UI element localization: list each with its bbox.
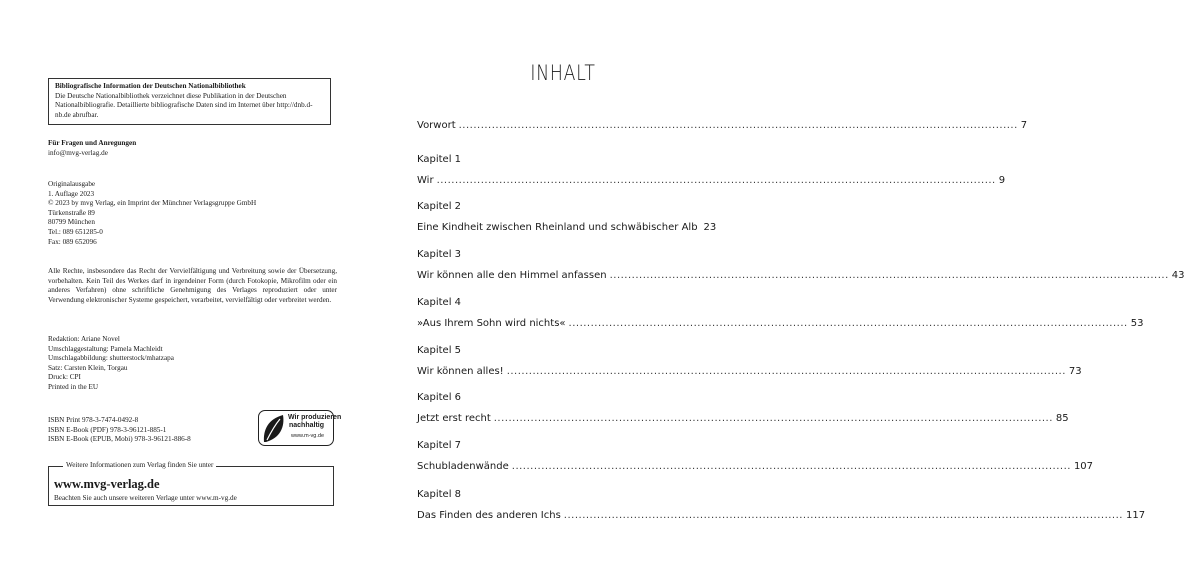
toc-entry-chapter-8[interactable] [417,489,1146,522]
edition-line: 80799 München [48,218,95,227]
toc-chapter-label: Kapitel 5 [417,345,462,356]
toc-page-number: 9 [998,175,1006,186]
toc-leader-dots [437,175,996,187]
toc-entry-chapter-5[interactable] [417,345,1082,378]
toc-entry-chapter-3[interactable] [417,249,1185,282]
credits-block [48,335,338,393]
toc-entry-chapter-6[interactable] [417,392,1069,425]
toc-chapter-label: Kapitel 2 [417,201,462,212]
isbn-block [48,416,248,445]
toc-page-number: 85 [1055,413,1069,424]
credit-line: Druck: CPI [48,373,81,382]
toc-entry-title: Das Finden des anderen Ichs [417,510,561,521]
toc-entry-title: Wir [417,175,434,186]
toc-chapter-label: Kapitel 3 [417,249,462,260]
toc-page-number: 23 [703,222,717,233]
bibliographic-info-title: Bibliografische Information der Deutschen Nationalbibliothek [55,82,246,90]
imprint-page [0,0,375,583]
toc-leader-dots [494,413,1053,425]
badge-url: www.m-vg.de [291,433,325,439]
toc-page-number: 43 [1171,270,1185,281]
toc-entry-title: Wir können alles! [417,366,504,377]
toc-entry-foreword[interactable] [417,120,1028,132]
toc-page-number: 107 [1073,461,1094,472]
leaf-icon [261,412,287,445]
toc-entry-chapter-1[interactable] [417,154,1006,187]
contact-heading: Für Fragen und Anregungen [48,139,137,147]
contact-email[interactable]: info@mvg-verlag.de [48,148,108,157]
publisher-intro: Weitere Informationen zum Verlag finden Sie unter [63,461,216,471]
toc-page-number: 117 [1125,510,1146,521]
credit-line: Redaktion: Ariane Novel [48,335,120,343]
edition-line: 1. Auflage 2023 [48,189,95,198]
toc-chapter-label: Kapitel 1 [417,154,462,165]
edition-block [48,180,338,247]
rights-notice: Alle Rechte, insbesondere das Recht der Vervielfältigung und Verbreitung sowie der Übersetzung, vorbehalten. Kein Teil des Werkes darf in irgendeiner Form (durch Fotokopie, Mikrofilm oder ein anderes Verfahren) ohne schriftliche Genehmigung des Verlages reproduziert oder unter Verwendung elektronischer Systeme gespeichert, verarbeitet, vervielfältigt oder verbreitet werden. [48,267,337,304]
badge-line-2: nachhaltig [289,422,325,429]
badge-line-1: Wir produzieren [288,414,342,421]
credit-line: Umschlagabbildung: shutterstock/mhatzapa [48,354,174,363]
toc-entry-chapter-2[interactable] [417,201,717,234]
toc-entry-chapter-7[interactable] [417,440,1094,473]
toc-leader-dots [512,461,1071,473]
sustainability-badge [258,410,342,446]
credit-line: Printed in the EU [48,382,99,391]
toc-page-number: 7 [1020,120,1028,131]
edition-line: © 2023 by mvg Verlag, ein Imprint der Münchner Verlagsgruppe GmbH [48,199,257,208]
publisher-url[interactable]: www.mvg-verlag.de [54,477,160,491]
toc-entry-title: Jetzt erst recht [417,413,491,424]
toc-page-number: 73 [1068,366,1082,377]
toc-chapter-label: Kapitel 4 [417,297,462,308]
toc-leader-dots [507,366,1066,378]
toc-entry-title: Vorwort [417,120,456,131]
toc-leader-dots [569,318,1128,330]
toc-chapter-label: Kapitel 6 [417,392,462,403]
contents-title: INHALT [530,61,596,85]
edition-line: Originalausgabe [48,180,96,188]
toc-leader-dots [564,510,1123,522]
bibliographic-info-box [48,78,331,125]
contents-page [375,0,1185,583]
toc-leader-dots [459,120,1018,132]
toc-entry-chapter-4[interactable] [417,297,1144,330]
toc-entry-title: Eine Kindheit zwischen Rheinland und schwäbischer Alb [417,222,698,233]
edition-line: Tel.: 089 651285-0 [48,227,103,236]
credit-line: Umschlaggestaltung: Pamela Machleidt [48,344,163,353]
toc-page-number: 53 [1130,318,1144,329]
toc-entry-title: Wir können alle den Himmel anfassen [417,270,607,281]
toc-chapter-label: Kapitel 7 [417,440,462,451]
edition-line: Fax: 089 652096 [48,237,97,246]
toc-chapter-label: Kapitel 8 [417,489,462,500]
contact-block [48,139,338,158]
toc-entry-title: Schubladenwände [417,461,509,472]
publisher-outro: Beachten Sie auch unsere weiteren Verlage unter www.m-vg.de [54,494,237,502]
bibliographic-info-text: Die Deutsche Nationalbibliothek verzeichnet diese Publikation in der Deutschen Nationalbibliografie. Detaillierte bibliografische Daten sind im Internet über http://dnb.d-nb.de abrufbar. [55,91,313,119]
toc-leader-dots [610,270,1169,282]
credit-line: Satz: Carsten Klein, Torgau [48,363,128,372]
edition-line: Türkenstraße 89 [48,208,95,217]
isbn-line: ISBN E-Book (EPUB, Mobi) 978-3-96121-886-8 [48,435,191,444]
isbn-line: ISBN E-Book (PDF) 978-3-96121-885-1 [48,425,167,434]
publisher-info-box [48,461,334,506]
toc-entry-title: »Aus Ihrem Sohn wird nichts« [417,318,566,329]
isbn-line: ISBN Print 978-3-7474-0492-8 [48,416,139,424]
